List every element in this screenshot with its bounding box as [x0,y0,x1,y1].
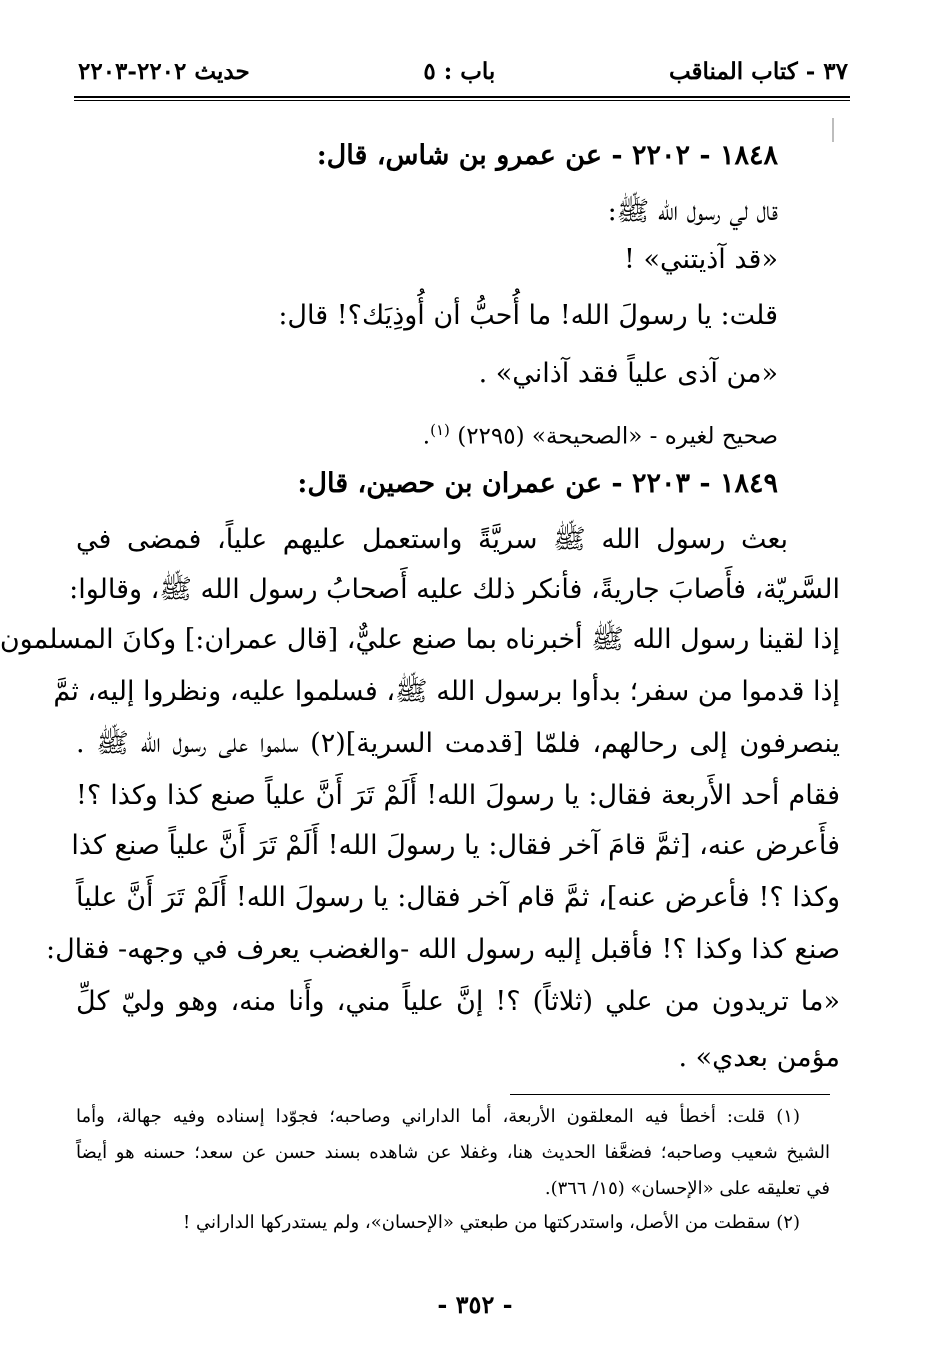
hadith-1848-line: «قد آذيتني» ! [624,244,778,275]
hadith-1849-text-line: السَّريّة، فأَصابَ جاريةً، فأنكر ذلك عليه أَصحابُ رسول الله ﷺ، وقالوا: [69,574,840,605]
hadith-1848-heading: ١٨٤٨ - ٢٢٠٢ - عن عمرو بن شاس، قال: [316,140,778,171]
hadith-1848-line: قال لي رسول الله ﷺ: [607,196,778,227]
hadith-1849-text-line: ينصرفون إلى رحالهم، فلمّا [قدمت السرية](٢) سلموا على رسول الله ﷺ . [76,728,841,759]
footnote-1-line: (١) قلت: أخطأ فيه المعلقون الأربعة، أما الداراني وصاحبه؛ فجوّدا إسناده وفيه جهالة، وأما [76,1106,800,1127]
running-header [78,52,848,90]
header-section: باب : ٥ [423,57,496,85]
header-divider-thin [74,100,850,101]
hadith-1849-text-line: وكذا ؟! فأعرض عنه]، ثمَّ قام آخر فقال: يا رسولَ الله! أَلَمْ تَرَ أَنَّ علياً [76,882,840,913]
hadith-1849-text-line: صنع كذا وكذا ؟! فأقبل إليه رسول الله -والغضب يعرف في وجهه- فقال: [45,934,840,965]
hadith-1849-text-line: بعث رسول الله ﷺ سريَّةً واستعمل عليهم علياً، فمضى في [76,524,788,555]
hadith-1848-line: «من آذى علياً فقد آذاني» . [478,358,778,389]
hadith-1848-line: قلت: يا رسولَ الله! ما أُحبُّ أن أُوذِيَك؟! قال: [278,300,778,331]
page-number: - ٣٥٢ - [437,1290,513,1319]
hadith-1849-heading: ١٨٤٩ - ٢٢٠٣ - عن عمران بن حصين، قال: [297,468,778,499]
footnote-1-line: في تعليقه على «الإحسان» (١٥/ ٣٦٦). [544,1178,830,1199]
footnote-divider [510,1094,830,1095]
footnote-ref-1: (١) [430,421,450,439]
header-chapter-title: ٣٧ - كتاب المناقب [668,57,848,85]
hadith-1849-text-line: إذا لقينا رسول الله ﷺ أخبرناه بما صنع عليٌّ، [قال عمران:] وكانَ المسلمون [0,624,840,655]
header-hadith-range: حديث ٢٢٠٢-٢٢٠٣ [78,57,250,85]
margin-mark [832,118,834,142]
hadith-1849-text-line: إذا قدموا من سفر؛ بدأوا برسول الله ﷺ، فسلموا عليه، ونظروا إليه، ثمَّ [53,676,840,707]
hadith-1849-text-line: فأَعرض عنه، [ثمَّ قامَ آخر فقال: يا رسولَ الله! أَلَمْ تَرَ أَنَّ علياً صنع كذا [71,830,840,861]
footnote-1-line: الشيخ شعيب وصاحبه؛ فضعَّفا الحديث هنا، وغفلا عن شاهده بسند حسن عن سعد؛ حسنه هو أيضاً [76,1142,830,1163]
grading-text: صحيح لغيره - «الصحيحة» (٢٢٩٥) [457,423,778,450]
hadith-1849-text-line: «ما تريدون من علي (ثلاثاً) ؟! إنَّ علياً مني، وأَنا منه، وهو وليّ كلِّ [76,986,840,1017]
hadith-1849-text-line: مؤمن بعدي» . [678,1042,840,1073]
grading-end: . [422,423,431,450]
footnote-2-line: (٢) سقطت من الأصل، واستدركتها من طبعتي «الإحسان»، ولم يستدركها الداراني ! [183,1212,800,1233]
hadith-1849-text-line: فقام أحد الأَربعة فقال: يا رسولَ الله! أَلَمْ تَرَ أَنَّ علياً صنع كذا وكذا ؟! [76,780,840,811]
header-divider [74,96,850,98]
hadith-1848-grading [70,410,778,457]
